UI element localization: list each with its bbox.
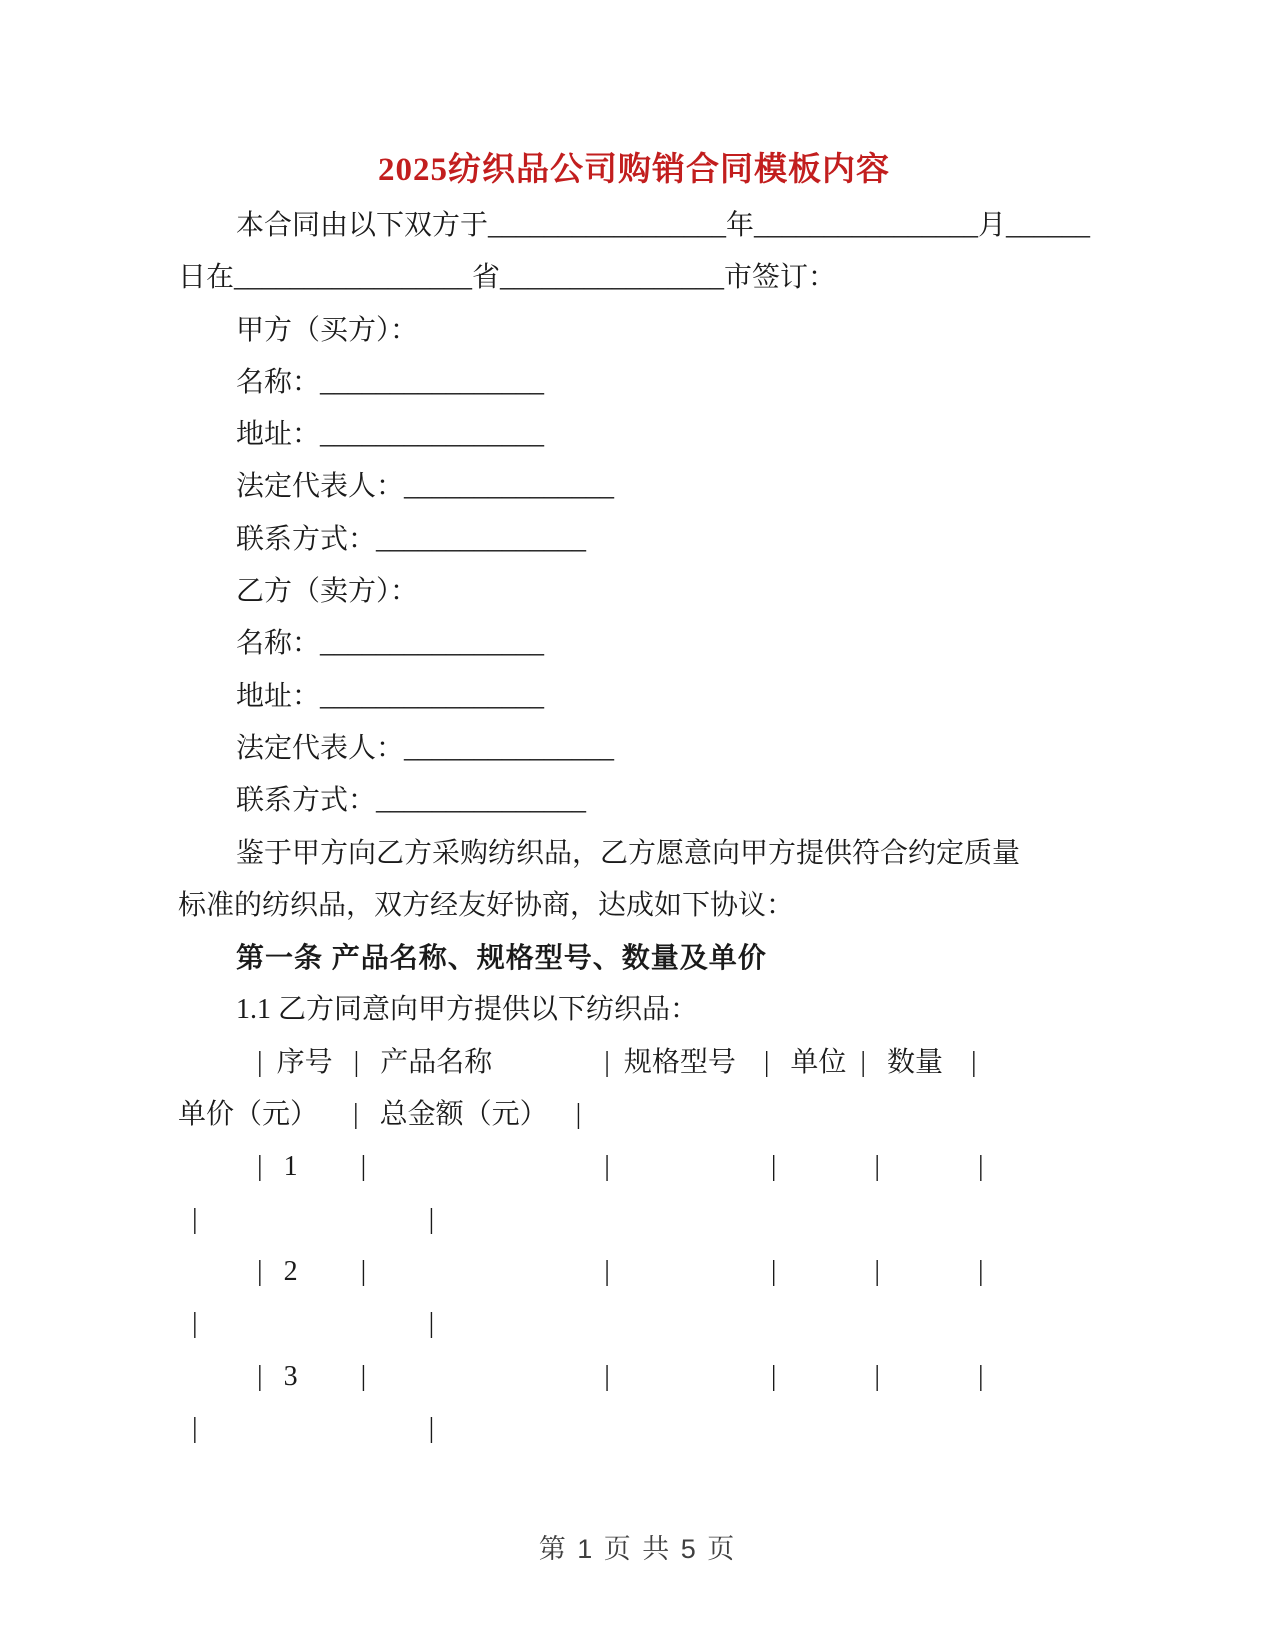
recital-line-1: 鉴于甲方向乙方采购纺织品，乙方愿意向甲方提供符合约定质量 xyxy=(236,837,1021,869)
party-b-legal-rep-field: 法定代表人：_______________ xyxy=(236,732,615,764)
product-table-header-row-wrap: 单价（元） | 总金额（元） | xyxy=(178,1099,582,1131)
party-b-contact-field: 联系方式：_______________ xyxy=(236,785,587,817)
article-1-heading: 第一条 产品名称、规格型号、数量及单价 xyxy=(236,942,767,974)
clause-1-1: 1.1 乙方同意向甲方提供以下纺织品： xyxy=(236,994,699,1026)
product-table-header-row: | 序号 | 产品名称 | 规格型号 | 单位 | 数量 | xyxy=(236,1046,977,1078)
product-table-row-3: | 3 | | | | | xyxy=(236,1360,984,1392)
party-b-name-field: 名称：________________ xyxy=(236,628,545,660)
party-a-name-field: 名称：________________ xyxy=(236,366,545,398)
party-b-address-field: 地址：________________ xyxy=(236,680,545,712)
party-a-address-field: 地址：________________ xyxy=(236,419,545,451)
product-table-row-3-wrap: | | xyxy=(178,1412,435,1444)
product-table-row-1-wrap: | | xyxy=(178,1203,435,1235)
document-title: 2025纺织品公司购销合同模板内容 xyxy=(378,152,890,188)
intro-line-1: 本合同由以下双方于_________________年________________月______ xyxy=(236,210,1091,241)
product-table-row-2: | 2 | | | | | xyxy=(236,1255,984,1287)
intro-line-2: 日在_________________省________________市签订： xyxy=(178,262,837,294)
product-table-row-2-wrap: | | xyxy=(178,1308,435,1340)
party-a-contact-field: 联系方式：_______________ xyxy=(236,523,587,555)
party-b-heading: 乙方（卖方）： xyxy=(236,576,419,608)
product-table-row-1: | 1 | | | | | xyxy=(236,1151,984,1183)
party-a-legal-rep-field: 法定代表人：_______________ xyxy=(236,471,615,503)
recital-line-2: 标准的纺织品，双方经友好协商，达成如下协议： xyxy=(178,889,795,921)
page-footer: 第 1 页 共 5 页 xyxy=(538,1534,737,1564)
party-a-heading: 甲方（买方）： xyxy=(236,314,419,346)
